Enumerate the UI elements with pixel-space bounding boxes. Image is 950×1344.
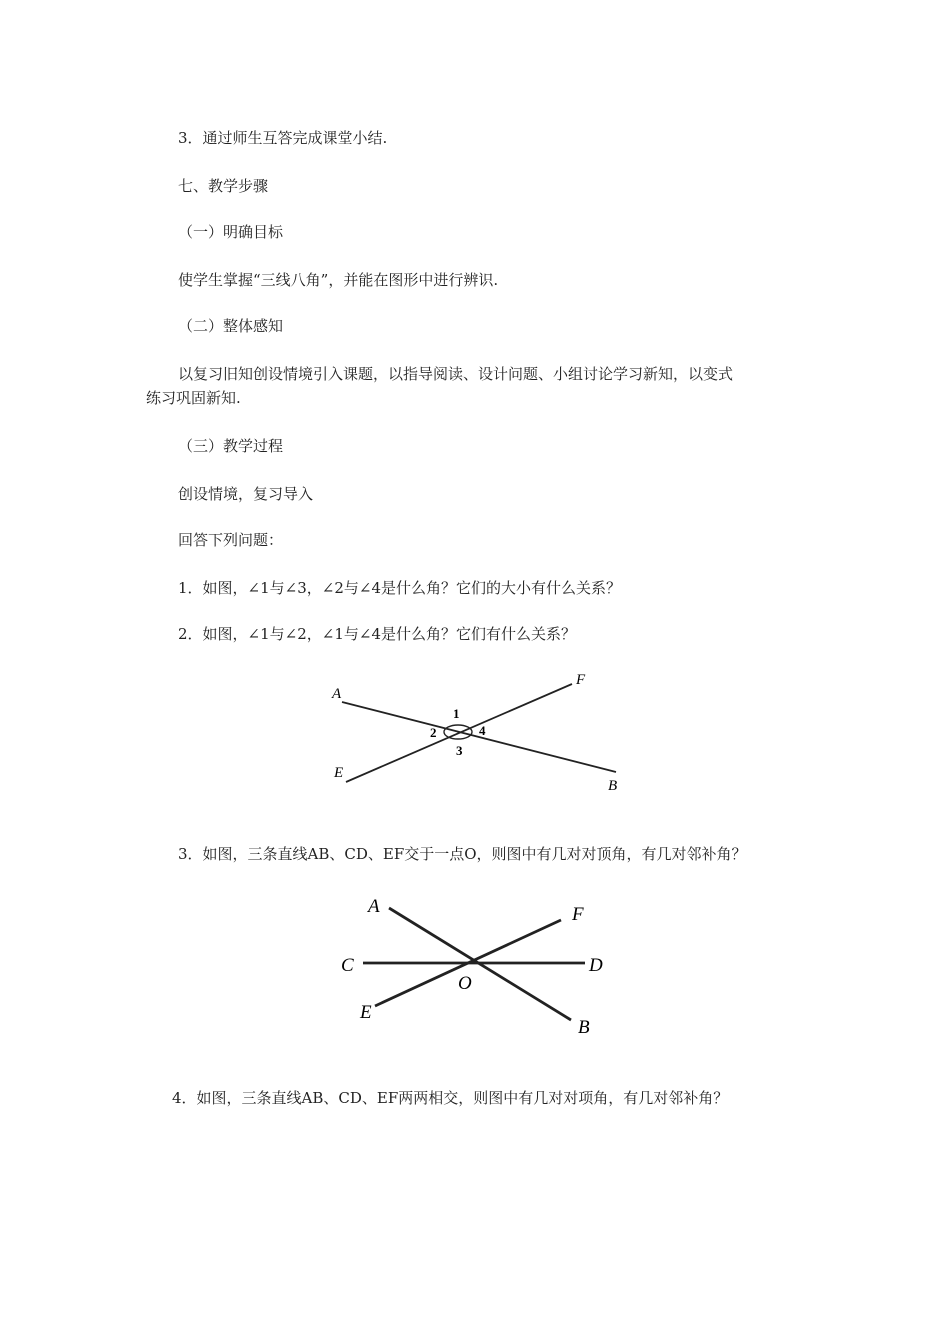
label-B: B (608, 778, 618, 794)
angle-label-1: 1 (453, 706, 460, 721)
paragraph-answer-questions: 回答下列问题： (178, 531, 284, 549)
line-EF (346, 684, 572, 782)
paragraph-method-line1: 以复习旧知创设情境引入课题，以指导阅读、设计问题、小组讨论学习新知，以变式 (178, 365, 734, 383)
angle-label-4: 4 (479, 723, 486, 738)
label-B: B (578, 1017, 590, 1038)
question-2: 2．如图，∠1与∠2，∠1与∠4是什么角？它们有什么关系？ (178, 625, 576, 643)
label-C: C (341, 955, 354, 976)
angle-label-3: 3 (456, 743, 463, 758)
paragraph-method-line2: 练习巩固新知. (146, 389, 241, 407)
label-F: F (576, 672, 586, 688)
paragraph-create-situation: 创设情境，复习导入 (178, 485, 314, 503)
question-1: 1．如图，∠1与∠3，∠2与∠4是什么角？它们的大小有什么关系？ (178, 579, 621, 597)
heading-teaching-process: （三）教学过程 (178, 437, 284, 455)
label-E: E (360, 1002, 372, 1023)
heading-teaching-steps: 七、教学步骤 (178, 177, 269, 195)
figure-intersecting-lines-1 (320, 664, 630, 794)
figure-intersecting-lines-2 (335, 890, 615, 1040)
label-F: F (572, 904, 584, 925)
label-E: E (334, 765, 344, 781)
label-A: A (332, 686, 342, 702)
heading-objective: （一）明确目标 (178, 223, 284, 241)
paragraph-objective: 使学生掌握“三线八角”，并能在图形中进行辨识. (178, 271, 499, 289)
paragraph-summary: 3．通过师生互答完成课堂小结. (178, 129, 388, 147)
label-D: D (589, 955, 603, 976)
angle-label-2: 2 (430, 725, 437, 740)
heading-overall-perception: （二）整体感知 (178, 317, 284, 335)
question-4: 4．如图，三条直线AB、CD、EF两两相交，则图中有几对对项角，有几对邻补角？ (172, 1089, 729, 1107)
label-A: A (368, 896, 380, 917)
label-O: O (458, 973, 472, 994)
question-3: 3．如图，三条直线AB、CD、EF交于一点O，则图中有几对对顶角，有几对邻补角？ (178, 845, 747, 863)
